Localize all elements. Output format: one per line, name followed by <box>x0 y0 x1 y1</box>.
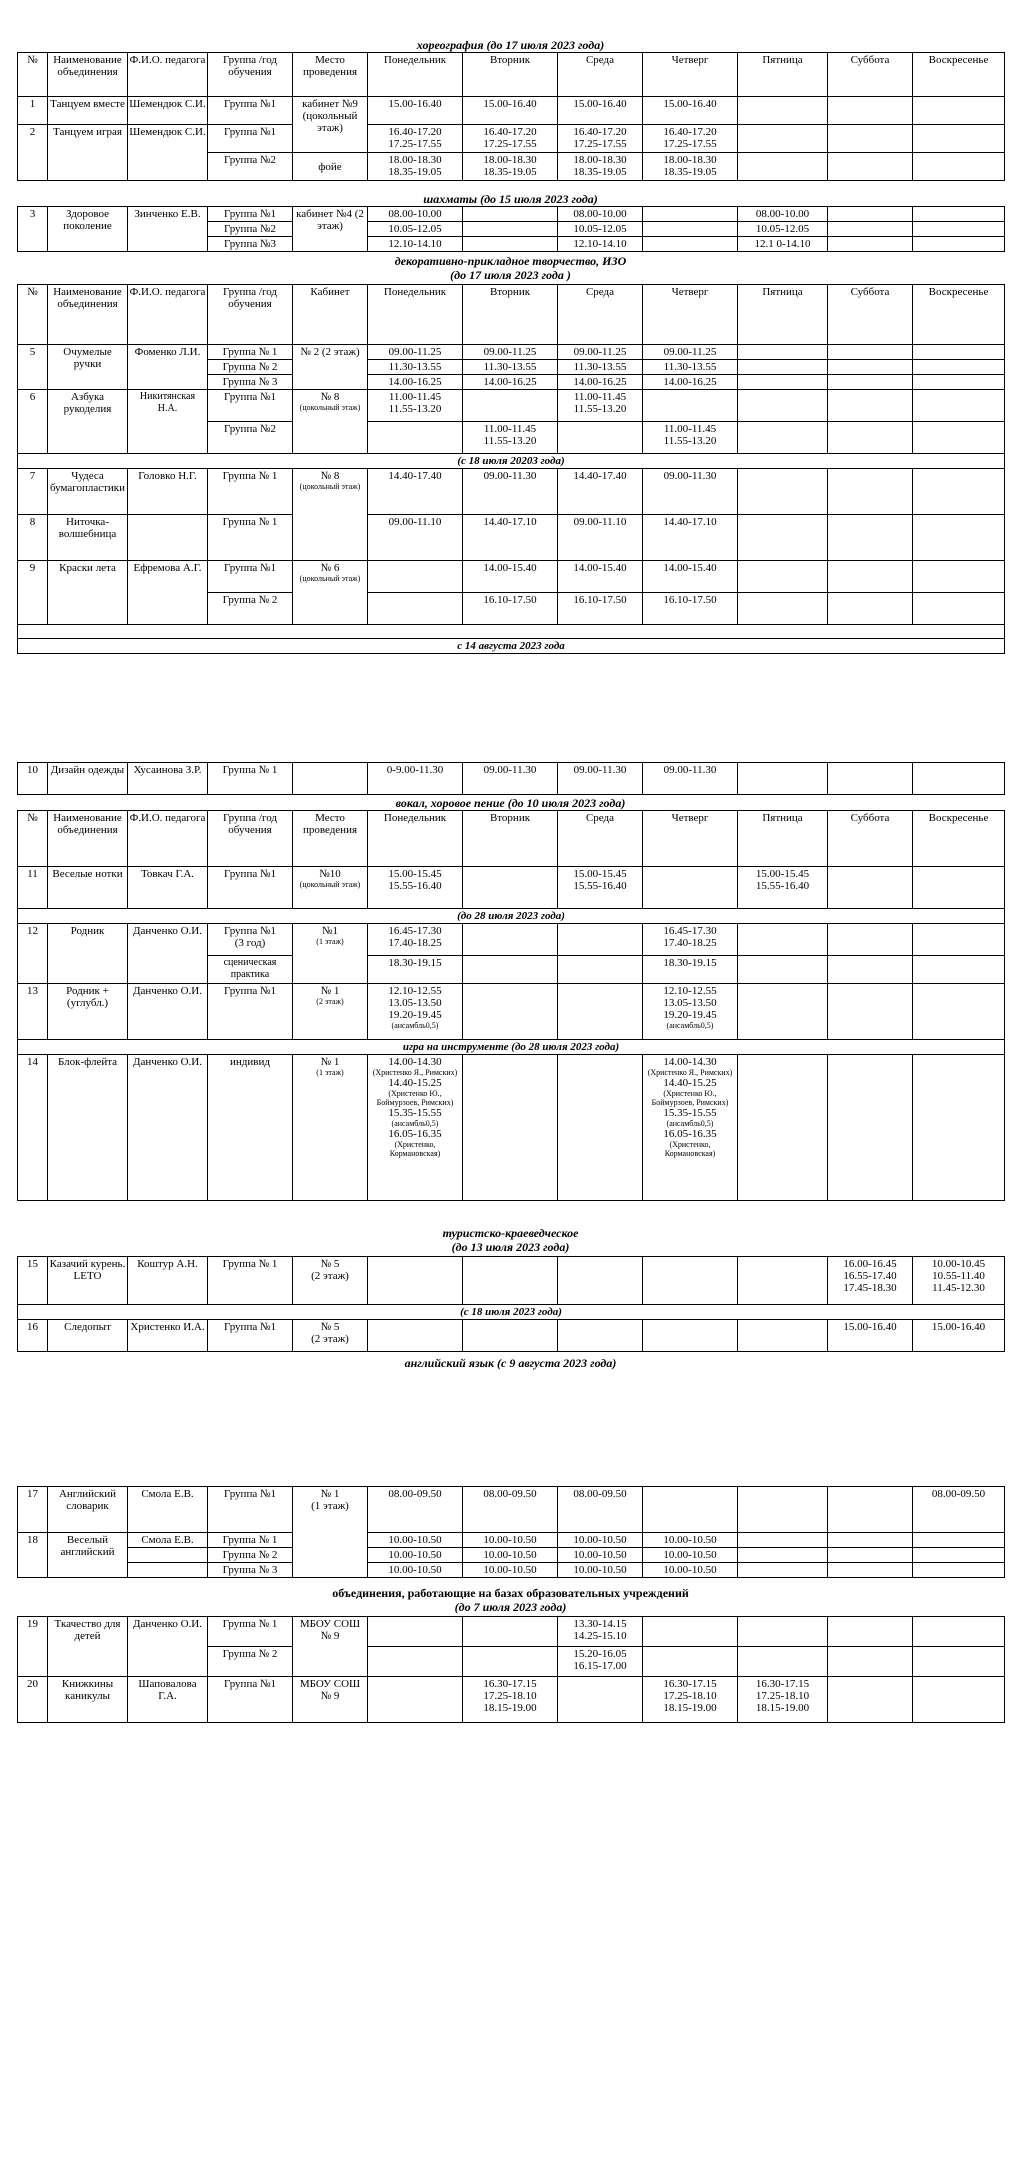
cell-fri: 12.1 0-14.10 <box>738 237 828 252</box>
cell-wed: 15.00-15.45 15.55-16.40 <box>558 867 643 909</box>
cell-thu: 16.10-17.50 <box>643 593 738 625</box>
cell-wed: 09.00-11.25 <box>558 345 643 360</box>
table-vocal <box>17 810 1004 1201</box>
row-teacher: Шаповалова Г.А. <box>128 1677 208 1723</box>
cell-wed: 09.00-11.10 <box>558 515 643 561</box>
table-english <box>17 1486 1004 1578</box>
cell-sun: 15.00-16.40 <box>913 1320 1005 1352</box>
row-teacher: Головко Н.Г. <box>128 469 208 515</box>
row-name: Ткачество для детей <box>48 1617 128 1677</box>
cell-wed: 13.30-14.15 14.25-15.10 <box>558 1617 643 1647</box>
header-tue: Вторник <box>463 811 558 867</box>
row-name: Танцуем вместе <box>48 97 128 125</box>
header-wed: Среда <box>558 811 643 867</box>
cell-mon: 09.00-11.10 <box>368 515 463 561</box>
row-group: Группа № 2 <box>208 593 293 625</box>
table-row <box>18 1320 1005 1352</box>
header-tue: Вторник <box>463 285 558 345</box>
row-group: Группа №1 <box>208 125 293 153</box>
row-group: Группа №1 <box>208 867 293 909</box>
row-group: Группа № 1 <box>208 469 293 515</box>
row-teacher: Зинченко Е.В. <box>128 207 208 252</box>
cell-mon: 16.45-17.30 17.40-18.25 <box>368 924 463 956</box>
cell-sun: 08.00-09.50 <box>913 1487 1005 1533</box>
table-chess <box>17 206 1004 252</box>
cell-mon: 16.40-17.20 17.25-17.55 <box>368 125 463 153</box>
table-row <box>18 1055 1005 1201</box>
header-num: № <box>18 811 48 867</box>
row-num: 20 <box>18 1677 48 1723</box>
subsection-title: с 14 августа 2023 года <box>18 639 1005 654</box>
row-place: фойе <box>293 153 368 181</box>
row-group: Группа № 2 <box>208 1647 293 1677</box>
cell-thu: 14.00-14.30 (Христенко Я., Римских) 14.40-15.25 (Христенко Ю., Боймурзоев, Римских) 15.35-15.55 (ансамбль0,5) 16.05-16.35 (Христенко, Кормановская) <box>643 1055 738 1201</box>
row-group: сценическая практика <box>208 956 293 984</box>
section-subtitle-deco: (до 17 июля 2023 года ) <box>450 268 571 282</box>
header-tue: Вторник <box>463 53 558 97</box>
row-name: Английский словарик <box>48 1487 128 1533</box>
cell-thu: 09.00-11.30 <box>643 763 738 795</box>
cell-mon: 18.00-18.30 18.35-19.05 <box>368 153 463 181</box>
table-row <box>18 1548 1005 1563</box>
cell-sun: 10.00-10.45 10.55-11.40 11.45-12.30 <box>913 1257 1005 1305</box>
header-wed: Среда <box>558 285 643 345</box>
cell-tue: 10.00-10.50 <box>463 1563 558 1578</box>
header-name: Наименование объединения <box>48 811 128 867</box>
row-group: Группа №1 <box>208 207 293 222</box>
row-teacher: Никитянская Н.А. <box>128 390 208 454</box>
header-mon: Понедельник <box>368 811 463 867</box>
cell-thu: 10.00-10.50 <box>643 1533 738 1548</box>
cell-sat: 16.00-16.45 16.55-17.40 17.45-18.30 <box>828 1257 913 1305</box>
section-subtitle-tourism: (до 13 июля 2023 года) <box>451 1240 570 1254</box>
row-teacher: Данченко О.И. <box>128 984 208 1040</box>
table-row <box>18 763 1005 795</box>
row-teacher: Фоменко Л.И. <box>128 345 208 390</box>
subsection-title: игра на инструменте (до 28 июля 2023 года) <box>18 1040 1005 1055</box>
header-teacher: Ф.И.О. педагога <box>128 53 208 97</box>
cell-thu: 11.00-11.45 11.55-13.20 <box>643 422 738 454</box>
row-teacher: Данченко О.И. <box>128 924 208 984</box>
cell-mon: 15.00-16.40 <box>368 97 463 125</box>
cell-mon: 14.00-16.25 <box>368 375 463 390</box>
cell-wed: 10.05-12.05 <box>558 222 643 237</box>
table-choreography <box>17 52 1004 181</box>
cell-mon: 14.40-17.40 <box>368 469 463 515</box>
table-row <box>18 1257 1005 1305</box>
cell-tue: 16.30-17.15 17.25-18.10 18.15-19.00 <box>463 1677 558 1723</box>
cell-thu: 09.00-11.30 <box>643 469 738 515</box>
header-sun: Воскресенье <box>913 811 1005 867</box>
cell-thu: 16.45-17.30 17.40-18.25 <box>643 924 738 956</box>
row-group: Группа № 2 <box>208 360 293 375</box>
cell-thu: 10.00-10.50 <box>643 1563 738 1578</box>
cell-tue: 14.40-17.10 <box>463 515 558 561</box>
row-place: № 1 (1 этаж) <box>293 1487 368 1578</box>
header-name: Наименование объединения <box>48 53 128 97</box>
subsection-title: (с 18 июля 2023 года) <box>18 1305 1005 1320</box>
row-name: Краски лета <box>48 561 128 625</box>
header-sat: Суббота <box>828 811 913 867</box>
row-group: Группа № 2 <box>208 1548 293 1563</box>
cell-tue: 11.30-13.55 <box>463 360 558 375</box>
row-place: МБОУ СОШ № 9 <box>293 1617 368 1677</box>
cell-wed: 14.40-17.40 <box>558 469 643 515</box>
table-tourism <box>17 1256 1004 1352</box>
row-group: Группа № 1 <box>208 345 293 360</box>
row-teacher: Данченко О.И. <box>128 1055 208 1201</box>
row-num: 1 <box>18 97 48 125</box>
header-fri: Пятница <box>738 53 828 97</box>
table-row <box>18 1617 1005 1647</box>
row-place: № 6 (цокольный этаж) <box>293 561 368 625</box>
cell-mon: 15.00-15.45 15.55-16.40 <box>368 867 463 909</box>
row-teacher: Шемендюк С.И. <box>128 125 208 181</box>
row-group: индивид <box>208 1055 293 1201</box>
header-sat: Суббота <box>828 285 913 345</box>
cell-tue: 14.00-15.40 <box>463 561 558 593</box>
row-teacher: Коштур А.Н. <box>128 1257 208 1305</box>
row-name: Здоровое поколение <box>48 207 128 252</box>
cell-wed: 15.20-16.05 16.15-17.00 <box>558 1647 643 1677</box>
row-teacher: Шемендюк С.И. <box>128 97 208 125</box>
cell-mon: 18.30-19.15 <box>368 956 463 984</box>
cell-tue: 11.00-11.45 11.55-13.20 <box>463 422 558 454</box>
cell-mon: 08.00-10.00 <box>368 207 463 222</box>
row-num: 8 <box>18 515 48 561</box>
section-title-chess: шахматы (до 15 июля 2023 года) <box>423 192 598 206</box>
table-row <box>18 561 1005 593</box>
section-title-english: английский язык (с 9 августа 2023 года) <box>404 1356 617 1370</box>
header-place: Место проведения <box>293 811 368 867</box>
row-group: Группа №1 <box>208 97 293 125</box>
section-title-schools: объединения, работающие на базах образовательных учреждений <box>332 1586 689 1600</box>
row-num: 6 <box>18 390 48 454</box>
row-group: Группа № 1 <box>208 763 293 795</box>
cell-tue: 15.00-16.40 <box>463 97 558 125</box>
header-teacher: Ф.И.О. педагога <box>128 285 208 345</box>
header-num: № <box>18 53 48 97</box>
cell-wed: 16.10-17.50 <box>558 593 643 625</box>
table-row <box>18 515 1005 561</box>
row-place: № 2 (2 этаж) <box>293 345 368 390</box>
header-mon: Понедельник <box>368 53 463 97</box>
cell-tue: 09.00-11.30 <box>463 763 558 795</box>
cell-wed: 11.30-13.55 <box>558 360 643 375</box>
header-cabinet: Кабинет <box>293 285 368 345</box>
row-group: Группа № 1 <box>208 1617 293 1647</box>
cell-mon: 10.00-10.50 <box>368 1533 463 1548</box>
cell-thu: 10.00-10.50 <box>643 1548 738 1563</box>
table-row <box>18 125 1005 153</box>
row-place: № 5 (2 этаж) <box>293 1257 368 1305</box>
cell-thu: 11.30-13.55 <box>643 360 738 375</box>
cell-wed: 14.00-16.25 <box>558 375 643 390</box>
table-row <box>18 345 1005 360</box>
row-name: Очумелые ручки <box>48 345 128 390</box>
row-name: Чудеса бумагопластики <box>48 469 128 515</box>
subsection-row <box>18 1305 1005 1320</box>
cell-fri: 08.00-10.00 <box>738 207 828 222</box>
row-num: 16 <box>18 1320 48 1352</box>
table-row <box>18 1563 1005 1578</box>
header-row <box>18 53 1005 97</box>
row-num: 7 <box>18 469 48 515</box>
subsection-row <box>18 909 1005 924</box>
cell-mon: 09.00-11.25 <box>368 345 463 360</box>
table-row <box>18 1533 1005 1548</box>
section-title-choreography: хореография (до 17 июля 2023 года) <box>416 38 605 52</box>
header-name: Наименование объединения <box>48 285 128 345</box>
cell-thu: 14.00-16.25 <box>643 375 738 390</box>
header-row <box>18 811 1005 867</box>
row-name: Казачий курень. LETO <box>48 1257 128 1305</box>
row-group: Группа №1 <box>208 1677 293 1723</box>
cell-tue: 08.00-09.50 <box>463 1487 558 1533</box>
row-num: 15 <box>18 1257 48 1305</box>
row-name: Веселый английский <box>48 1533 128 1578</box>
cell-tue: 16.10-17.50 <box>463 593 558 625</box>
cell-tue: 16.40-17.20 17.25-17.55 <box>463 125 558 153</box>
cell-wed: 09.00-11.30 <box>558 763 643 795</box>
section-title-vocal: вокал, хоровое пение (до 10 июля 2023 года) <box>395 796 626 810</box>
cell-tue: 14.00-16.25 <box>463 375 558 390</box>
cell-wed: 10.00-10.50 <box>558 1548 643 1563</box>
row-num: 12 <box>18 924 48 984</box>
table-row <box>18 984 1005 1040</box>
subsection-row <box>18 454 1005 469</box>
cell-tue: 09.00-11.30 <box>463 469 558 515</box>
row-num: 13 <box>18 984 48 1040</box>
cell-wed: 18.00-18.30 18.35-19.05 <box>558 153 643 181</box>
cell-thu: 15.00-16.40 <box>643 97 738 125</box>
row-group: Группа №1 (3 год) <box>208 924 293 956</box>
row-teacher: Товкач Г.А. <box>128 867 208 909</box>
cell-thu: 12.10-12.55 13.05-13.50 19.20-19.45 (ансамбль0,5) <box>643 984 738 1040</box>
cell-mon: 12.10-12.55 13.05-13.50 19.20-19.45 (ансамбль0,5) <box>368 984 463 1040</box>
row-place: № 1 (1 этаж) <box>293 1055 368 1201</box>
cell-tue: 10.00-10.50 <box>463 1533 558 1548</box>
row-num: 3 <box>18 207 48 252</box>
header-group: Группа /год обучения <box>208 53 293 97</box>
header-mon: Понедельник <box>368 285 463 345</box>
spacer-row <box>18 625 1005 639</box>
row-group: Группа №1 <box>208 1320 293 1352</box>
row-num: 19 <box>18 1617 48 1677</box>
table-row <box>18 97 1005 125</box>
cell-thu: 18.30-19.15 <box>643 956 738 984</box>
header-sun: Воскресенье <box>913 53 1005 97</box>
row-num: 18 <box>18 1533 48 1578</box>
cell-wed: 08.00-09.50 <box>558 1487 643 1533</box>
cell-fri: 10.05-12.05 <box>738 222 828 237</box>
table-row <box>18 1677 1005 1723</box>
row-teacher: Данченко О.И. <box>128 1617 208 1677</box>
table-schools <box>17 1616 1004 1723</box>
table-row <box>18 1487 1005 1533</box>
table-row <box>18 924 1005 956</box>
cell-thu: 09.00-11.25 <box>643 345 738 360</box>
row-name: Азбука рукоделия <box>48 390 128 454</box>
row-name: Родник + (углубл.) <box>48 984 128 1040</box>
cell-mon: 12.10-14.10 <box>368 237 463 252</box>
cell-fri: 15.00-15.45 15.55-16.40 <box>738 867 828 909</box>
row-name: Дизайн одежды <box>48 763 128 795</box>
section-title-tourism: туристско-краеведческое <box>442 1226 579 1240</box>
row-name: Следопыт <box>48 1320 128 1352</box>
table-row <box>18 469 1005 515</box>
cell-thu: 16.40-17.20 17.25-17.55 <box>643 125 738 153</box>
row-group: Группа №2 <box>208 222 293 237</box>
row-teacher: Ефремова А.Г. <box>128 561 208 625</box>
cell-thu: 16.30-17.15 17.25-18.10 18.15-19.00 <box>643 1677 738 1723</box>
row-group: Группа № 1 <box>208 515 293 561</box>
cell-thu: 14.00-15.40 <box>643 561 738 593</box>
cell-sat: 15.00-16.40 <box>828 1320 913 1352</box>
row-group: Группа №3 <box>208 237 293 252</box>
row-group: Группа №1 <box>208 1487 293 1533</box>
row-place: № 5 (2 этаж) <box>293 1320 368 1352</box>
cell-wed: 10.00-10.50 <box>558 1533 643 1548</box>
header-group: Группа /год обучения <box>208 811 293 867</box>
section-subtitle-schools: (до 7 июля 2023 года) <box>454 1600 567 1614</box>
cell-mon: 11.30-13.55 <box>368 360 463 375</box>
row-num: 9 <box>18 561 48 625</box>
header-group: Группа /год обучения <box>208 285 293 345</box>
row-group: Группа № 1 <box>208 1257 293 1305</box>
section-title-deco: декоративно-прикладное творчество, ИЗО <box>394 254 627 268</box>
cell-mon: 08.00-09.50 <box>368 1487 463 1533</box>
cell-wed: 08.00-10.00 <box>558 207 643 222</box>
row-group: Группа №1 <box>208 561 293 593</box>
row-name: Блок-флейта <box>48 1055 128 1201</box>
row-teacher: Смола Е.В. <box>128 1533 208 1548</box>
cell-wed: 16.40-17.20 17.25-17.55 <box>558 125 643 153</box>
cell-wed: 14.00-15.40 <box>558 561 643 593</box>
row-num: 14 <box>18 1055 48 1201</box>
subsection-row <box>18 639 1005 654</box>
row-num: 5 <box>18 345 48 390</box>
row-teacher: Смола Е.В. <box>128 1487 208 1533</box>
row-group: Группа №2 <box>208 153 293 181</box>
header-thu: Четверг <box>643 811 738 867</box>
table-deco <box>17 284 1004 654</box>
row-group: Группа №2 <box>208 422 293 454</box>
cell-mon: 11.00-11.45 11.55-13.20 <box>368 390 463 422</box>
subsection-row <box>18 1040 1005 1055</box>
row-group: Группа №1 <box>208 390 293 422</box>
table-row <box>18 207 1005 222</box>
header-num: № <box>18 285 48 345</box>
cell-wed: 11.00-11.45 11.55-13.20 <box>558 390 643 422</box>
row-group: Группа № 3 <box>208 1563 293 1578</box>
row-place: МБОУ СОШ № 9 <box>293 1677 368 1723</box>
row-place: кабинет №4 (2 этаж) <box>293 207 368 252</box>
row-teacher: Хусаинова З.Р. <box>128 763 208 795</box>
header-thu: Четверг <box>643 285 738 345</box>
header-thu: Четверг <box>643 53 738 97</box>
header-fri: Пятница <box>738 811 828 867</box>
row-name: Веселые нотки <box>48 867 128 909</box>
row-name: Ниточка-волшебница <box>48 515 128 561</box>
row-place: №10 (цокольный этаж) <box>293 867 368 909</box>
header-place: Место проведения <box>293 53 368 97</box>
cell-tue: 09.00-11.25 <box>463 345 558 360</box>
cell-tue: 10.00-10.50 <box>463 1548 558 1563</box>
row-place: № 1 (2 этаж) <box>293 984 368 1040</box>
cell-mon: 10.00-10.50 <box>368 1563 463 1578</box>
row-name: Книжкины каникулы <box>48 1677 128 1723</box>
row-group: Группа №1 <box>208 984 293 1040</box>
cell-thu: 14.40-17.10 <box>643 515 738 561</box>
cell-wed: 15.00-16.40 <box>558 97 643 125</box>
header-wed: Среда <box>558 53 643 97</box>
cell-fri: 16.30-17.15 17.25-18.10 18.15-19.00 <box>738 1677 828 1723</box>
row-num: 11 <box>18 867 48 909</box>
header-row <box>18 285 1005 345</box>
subsection-title: (с 18 июля 20203 года) <box>18 454 1005 469</box>
cell-mon: 10.00-10.50 <box>368 1548 463 1563</box>
row-name: Танцуем играя <box>48 125 128 181</box>
header-sun: Воскресенье <box>913 285 1005 345</box>
row-group: Группа № 1 <box>208 1533 293 1548</box>
subsection-title: (до 28 июля 2023 года) <box>18 909 1005 924</box>
row-place: № 8 (цокольный этаж) <box>293 469 368 561</box>
row-teacher: Христенко И.А. <box>128 1320 208 1352</box>
row-place: №1 (1 этаж) <box>293 924 368 984</box>
row-num: 10 <box>18 763 48 795</box>
row-name: Родник <box>48 924 128 984</box>
cell-wed: 12.10-14.10 <box>558 237 643 252</box>
cell-thu: 18.00-18.30 18.35-19.05 <box>643 153 738 181</box>
header-sat: Суббота <box>828 53 913 97</box>
header-teacher: Ф.И.О. педагога <box>128 811 208 867</box>
header-fri: Пятница <box>738 285 828 345</box>
row-num: 17 <box>18 1487 48 1533</box>
row-place: кабинет №9 (цокольный этаж) <box>293 97 368 153</box>
cell-mon: 14.00-14.30 (Христенко Я., Римских) 14.40-15.25 (Христенко Ю., Боймурзоев, Римских) 15.35-15.55 (ансамбль0,5) 16.05-16.35 (Христенко, Кормановская) <box>368 1055 463 1201</box>
table-row <box>18 390 1005 422</box>
table-design <box>17 762 1004 795</box>
cell-mon: 0-9.00-11.30 <box>368 763 463 795</box>
row-place: № 8 (цокольный этаж) <box>293 390 368 454</box>
row-num: 2 <box>18 125 48 181</box>
cell-tue: 18.00-18.30 18.35-19.05 <box>463 153 558 181</box>
table-row <box>18 867 1005 909</box>
cell-mon: 10.05-12.05 <box>368 222 463 237</box>
row-group: Группа № 3 <box>208 375 293 390</box>
cell-wed: 10.00-10.50 <box>558 1563 643 1578</box>
